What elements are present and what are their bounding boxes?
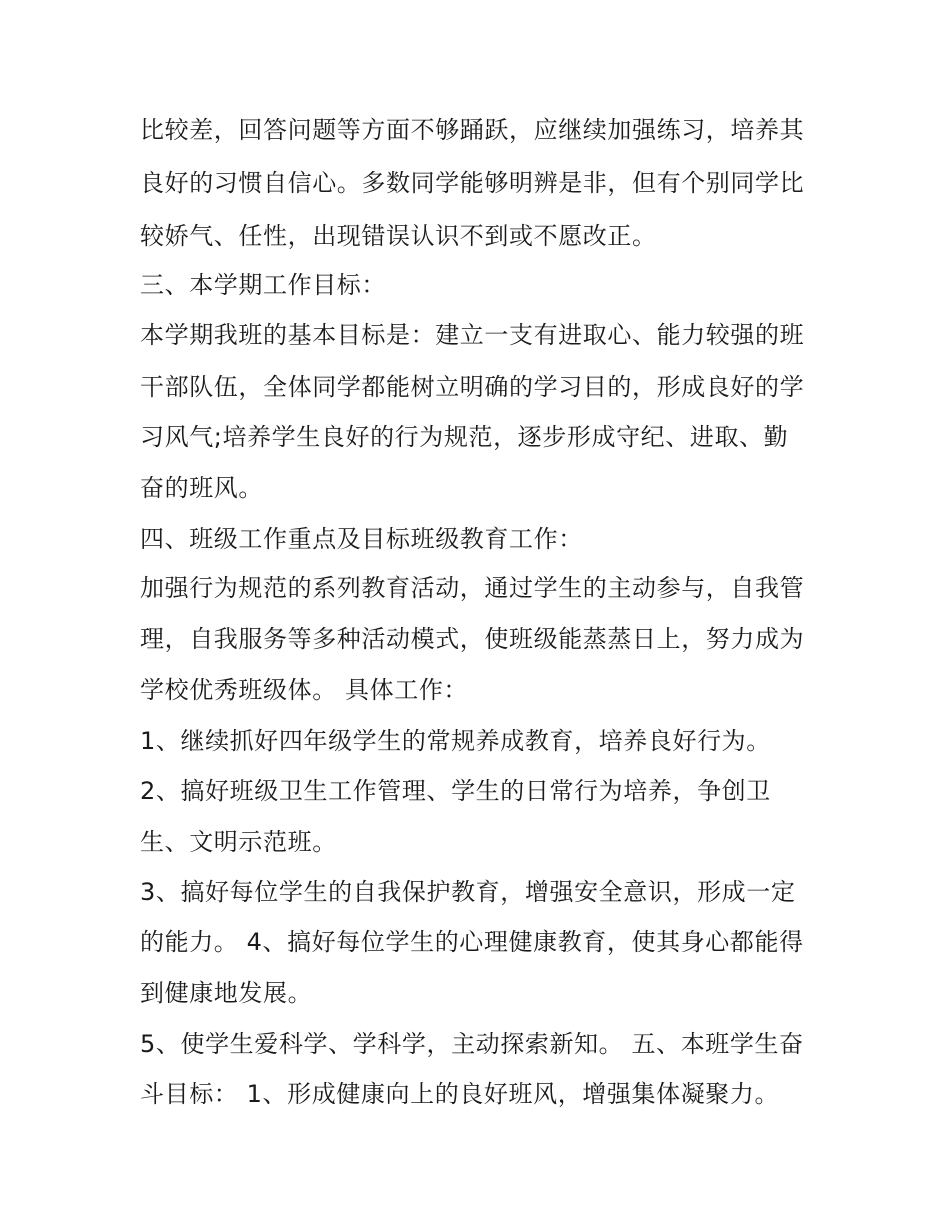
text-line: 到健康地发展。 — [140, 979, 313, 1007]
text-line: 奋的班风。 — [140, 474, 263, 502]
section-heading: 三、本学期工作目标： — [140, 271, 386, 299]
text-line: 良好的习惯自信心。多数同学能够明辨是非，但有个别同学比 — [140, 169, 805, 197]
text-line: 理，自我服务等多种活动模式，使班级能蒸蒸日上，努力成为 — [140, 625, 805, 653]
list-item: 5、使学生爱科学、学科学，主动探索新知。 五、本班学生奋 — [140, 1030, 804, 1058]
text-line: 加强行为规范的系列教育活动，通过学生的主动参与，自我管 — [140, 574, 805, 602]
text-line: 较娇气、任性，出现错误认识不到或不愿改正。 — [140, 222, 657, 250]
text-line: 的能力。 4、搞好每位学生的心理健康教育，使其身心都能得 — [140, 928, 804, 956]
list-item: 3、搞好每位学生的自我保护教育，增强安全意识，形成一定 — [140, 878, 796, 906]
text-line: 生、文明示范班。 — [140, 828, 337, 856]
text-line: 斗目标： 1、形成健康向上的良好班风，增强集体凝聚力。 — [140, 1080, 780, 1108]
section-heading: 四、班级工作重点及目标班级教育工作： — [140, 525, 583, 553]
text-line: 习风气;培养学生良好的行为规范，逐步形成守纪、进取、勤 — [140, 423, 789, 451]
text-line: 学校优秀班级体。 具体工作： — [140, 676, 469, 704]
text-line: 本学期我班的基本目标是：建立一支有进取心、能力较强的班 — [140, 321, 805, 349]
text-line: 比较差，回答问题等方面不够踊跃，应继续加强练习，培养其 — [140, 116, 805, 144]
list-item: 2、搞好班级卫生工作管理、学生的日常行为培养，争创卫 — [140, 777, 771, 805]
list-item: 1、继续抓好四年级学生的常规养成教育，培养良好行为。 — [140, 727, 771, 755]
text-line: 干部队伍，全体同学都能树立明确的学习目的，形成良好的学 — [140, 373, 805, 401]
